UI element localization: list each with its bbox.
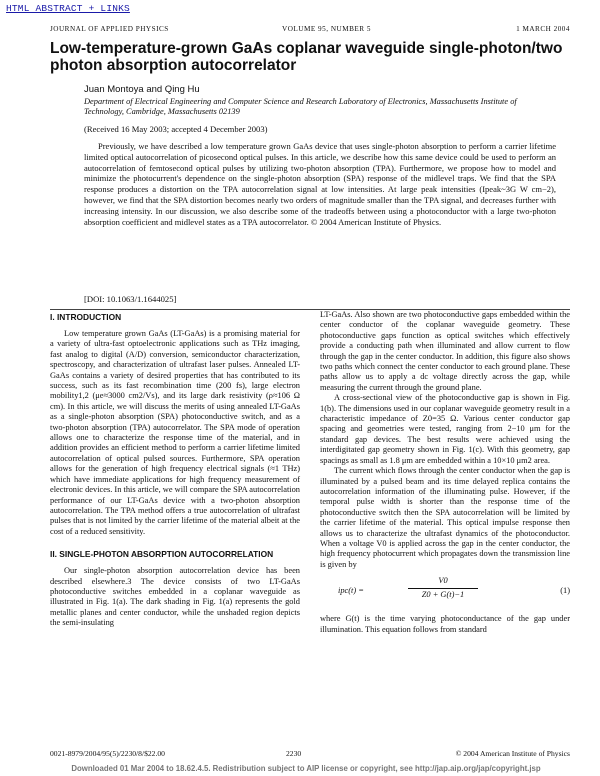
received-dates: (Received 16 May 2003; accepted 4 December 2003) — [84, 124, 268, 134]
paper-title: Low-temperature-grown GaAs coplanar waveguide single-photon/two photon absorption autocorrelator — [50, 40, 563, 74]
doi[interactable]: [DOI: 10.1063/1.1644025] — [84, 294, 177, 304]
equation-numerator: V0 — [408, 576, 478, 588]
affiliation: Department of Electrical Engineering and Computer Science and Research Laboratory of Electronics, Massachusetts Institute of Technology, Cambridge, Massachusetts 02139 — [84, 97, 517, 117]
right-paragraph-1: LT-GaAs. Also shown are two photoconductive gaps embedded within the center conductor of the coplanar waveguide geometry. These photoconductive gaps function as optical switches which effectively provide a conducting path when illuminated and allow current to flow through the gap in the center conductor. In addition, this figure also shows two paths which connect the center conductor to each ground plane. These paths allow us to apply a dc voltage directly across the gap, while measuring the current through the ground plane. — [320, 310, 570, 392]
volume-number: VOLUME 95, NUMBER 5 — [282, 25, 371, 33]
issue-date: 1 MARCH 2004 — [516, 25, 570, 33]
copyright: © 2004 American Institute of Physics — [455, 749, 570, 758]
equation-number: (1) — [560, 586, 570, 596]
equation-fraction — [408, 576, 478, 600]
intro-heading: I. INTRODUCTION — [50, 312, 122, 322]
right-paragraph-3: The current which flows through the center conductor when the gap is illuminated by a pulsed beam and its time delayed replica contains the autocorrelation information of the illuminating pulse. However, if the temporal pulse width is shorter than the response time of the photoconductive switch then the SPA autocorrelation will be limited by the carrier lifetime of the material. This optical impulse response then allows us to characterize the ultrafast dynamics of the photoconductor. When a voltage V0 is applied across the gap in the center conductor, the high frequency photocurrent which propagates down the transmission line is given by — [320, 466, 570, 569]
right-paragraph-4: where G(t) is the time varying photoconductance of the gap under illumination. This equation follows from standard — [320, 614, 570, 634]
abstract: Previously, we have described a low temperature grown GaAs device that uses single-photon absorption to perform a carrier lifetime limited optical autocorrelation of picosecond optical pulses. In this article, we describe how this same device could be used to perform an autocorrelation of femtosecond optical pulses by utilizing two-photon absorption (TPA). Furthermore, we propose how to model and minimize the photocurrent's dependence on the single-photon absorption (SPA) response of the midlevel traps. We find that the SPA response produces a distortion on the TPA autocorrelation signal at low intensities. At large peak intensities (Ipeak~3G W cm−2), however, we find that the SPA distortion becomes nearly two orders of magnitude smaller than the TPA signal, and decreases further with increasing intensity. In our discussion, we also describe some of the tradeoffs between using a photoconductor with a large two-photon absorption coefficient and midlevel states as a TPA autocorrelator. © 2004 American Institute of Physics. — [84, 141, 556, 227]
authors: Juan Montoya and Qing Hu — [84, 84, 200, 95]
equation-1 — [320, 576, 570, 610]
intro-paragraph: Low temperature grown GaAs (LT-GaAs) is a promising material for a variety of ultra-fast optoelectronic applications such as THz imaging, fast analog to digital (A/D) conversion, semiconductor characterization, spectroscopy, and characterization of ultrafast laser pulses. Annealed LT-GaAs contains a variety of desired properties that has contributed to its success, such as its fast recombination time (200 fs), large electron mobility1,2 (μe≈3000 cm2/Vs), and its large dark resistivity (ρ≈106 Ω cm). In this article, we will discuss the merits of using annealed LT-GaAs as a single-photon absorption (SPA) photoconductive switch, and as a two-photon absorption (TPA) autocorrelator. The SPA mode of operation allows one to characterize the response time of the material, and in addition provides an efficient method to perform a carrier lifetime limited autocorrelation of optical pulsed sources. Furthermore, SPA operation allows for the generation of high frequency electrical signals (≈1 THz) which have immediate applications for high frequency measurement of electronic devices. In this article, we will compare the SPA autocorrelation performance of our LT-GaAs device with a two-photon absorption autocorrelation. The TPA method offers a true autocorrelation of ultrafast pulses that is not limited by the carrier lifetime of the material albeit at the cost of a reduced sensitivity. — [50, 329, 300, 536]
html-abstract-links[interactable]: HTML ABSTRACT + LINKS — [6, 3, 130, 14]
journal-name: JOURNAL OF APPLIED PHYSICS — [50, 25, 169, 33]
right-paragraph-2: A cross-sectional view of the photoconductive gap is shown in Fig. 1(b). The dimensions used in our coplanar waveguide geometry result in a characteristic impedance of Z0=35 Ω. Various center conductor gap spacing and geometries were tested, ranging from 2−10 μm for the standard gap devices. The best results were achieved using the interdigitated gap geometry shown in Fig. 1(c). With this geometry, gap spacings as small as 1.8 μm are embedded within a 10×10 μm2 area. — [320, 393, 570, 465]
page-number: 2230 — [286, 749, 302, 758]
download-notice: Downloaded 01 Mar 2004 to 18.62.4.5. Redistribution subject to AIP license or copyright, see http://jap.aip.org/jap/copyright.jsp — [71, 764, 541, 773]
equation-denominator: Z0 + G(t)−1 — [421, 589, 465, 599]
issn-price: 0021-8979/2004/95(5)/2230/8/$22.00 — [50, 749, 165, 758]
spa-heading: II. SINGLE-PHOTON ABSORPTION AUTOCORRELATION — [50, 549, 274, 560]
equation-lhs: ipc(t) = — [338, 586, 364, 596]
spa-paragraph: Our single-photon absorption autocorrelation device has been described elsewhere.3 The device consists of two LT-GaAs photoconductive switches embedded in a coplanar waveguide as illustrated in Fig. 1(a). The dark shading in Fig. 1(a) represents the gold metallic planes and center conductor, while the unshaded region depicts the semi-insulating — [50, 566, 300, 628]
right-column — [320, 310, 570, 635]
left-column — [50, 310, 300, 629]
